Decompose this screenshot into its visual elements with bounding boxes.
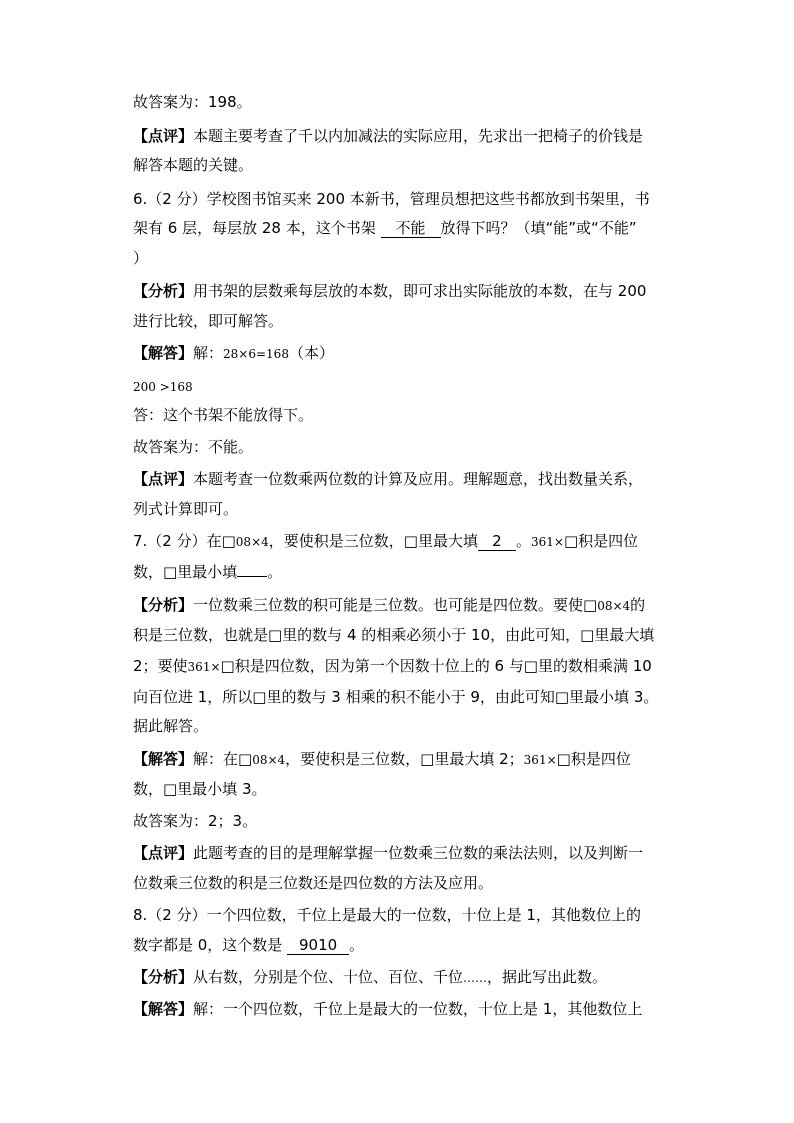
- question-7: [133, 531, 638, 552]
- math-expression: 08×4: [597, 599, 631, 613]
- comment-text: 本题主要考查了千以内加减法的实际应用，先求出一把椅子的价钱是: [193, 127, 644, 145]
- analysis-text: 积是三位数，也就是□里的数与 4 的相乘必须小于 10，由此可知，□里最大填: [133, 626, 655, 644]
- analysis-tag: 【分析】: [133, 596, 194, 614]
- comment-tag: 【点评】: [133, 844, 194, 862]
- question-text: 放得下吗？（填“能”或“不能”: [440, 219, 637, 237]
- solution-tag: 【解答】: [133, 1000, 194, 1018]
- question-text: 6.（2 分）学校图书馆买来 200 本新书，管理员想把这些书都放到书架里，书: [133, 190, 650, 208]
- solution-text: 解：一个四位数，千位上是最大的一位数，十位上是 1，其他数位上: [193, 1000, 643, 1018]
- question-text: 数字都是 0，这个数是: [133, 936, 283, 954]
- math-expression: 361×: [523, 753, 557, 767]
- analysis-tag: 【分析】: [133, 282, 194, 300]
- text-line: [133, 499, 238, 519]
- text-line: [133, 967, 607, 988]
- text-line: [133, 281, 646, 301]
- solution-text: ，要使积是三位数，□里最大填 2；: [285, 750, 524, 768]
- text-line: [133, 437, 253, 457]
- comment-text: 解答本题的关键。: [133, 156, 254, 174]
- question-text: 。: [267, 563, 283, 581]
- answer-line: 故答案为：不能。: [133, 438, 254, 456]
- question-text: 数，□里最小填: [133, 563, 238, 581]
- analysis-text: 据此解答。: [133, 717, 209, 735]
- text-line: [133, 811, 257, 831]
- ellipsis: ……: [463, 971, 488, 985]
- question-text: ）: [133, 249, 149, 267]
- question-6: [133, 189, 650, 209]
- analysis-text: 用书架的层数乘每层放的本数，即可求出实际能放的本数，在与 200: [193, 282, 647, 300]
- text-line: [133, 656, 652, 677]
- text-line: [133, 92, 252, 112]
- solution-text: 解：: [193, 344, 224, 362]
- text-line: [133, 999, 642, 1019]
- comment-text: 位数乘三位数的积是三位数还是四位数的方法及应用。: [133, 874, 494, 892]
- math-expression: 08×4: [252, 753, 286, 767]
- analysis-text: 进行比较，即可解答。: [133, 312, 284, 330]
- text-line: [133, 687, 658, 707]
- solution-tag: 【解答】: [133, 750, 194, 768]
- text-line: [133, 749, 631, 770]
- text-line: [133, 935, 364, 955]
- solution-text: （本）: [288, 344, 334, 362]
- math-expression: 200 >168: [133, 380, 193, 394]
- text-line: [133, 218, 637, 238]
- analysis-text: 的: [630, 596, 646, 614]
- text-line: [133, 126, 643, 146]
- text-line: [133, 343, 334, 364]
- math-expression: 08×4: [235, 535, 269, 549]
- text-line: [133, 716, 208, 736]
- analysis-text: 向百位进 1，所以□里的数与 3 相乘的积不能小于 9，由此可知□里最小填 3。: [133, 688, 659, 706]
- solution-text: 答：这个书架不能放得下。: [133, 406, 314, 424]
- text-line: [133, 873, 493, 893]
- text-line: [133, 843, 643, 863]
- text-line: [133, 562, 282, 582]
- math-expression: 361×: [530, 535, 564, 549]
- question-text: □积是四位: [563, 532, 639, 550]
- text-line: [133, 595, 645, 616]
- analysis-text: 2；要使: [133, 657, 188, 675]
- answer-blank: 9010: [287, 937, 349, 955]
- question-text: 7.（2 分）在□: [133, 532, 236, 550]
- question-8: [133, 905, 641, 925]
- analysis-tag: 【分析】: [133, 968, 194, 986]
- comment-text: 此题考查的目的是理解掌握一位数乘三位数的乘法法则，以及判断一: [193, 844, 644, 862]
- solution-text: □积是四位: [556, 750, 631, 768]
- answer-blank: [237, 576, 267, 577]
- text-line: [133, 311, 283, 331]
- comment-text: 本题考查一位数乘两位数的计算及应用。理解题意，找出数量关系，: [193, 470, 644, 488]
- answer-line: 故答案为：198。: [133, 93, 252, 111]
- question-text: 。: [515, 532, 531, 550]
- analysis-text: 从右数，分别是个位、十位、百位、千位: [193, 968, 464, 986]
- text-line: [133, 155, 253, 175]
- answer-blank: 2: [478, 533, 516, 551]
- text-line: [133, 779, 267, 799]
- text-line: [133, 248, 148, 268]
- comment-tag: 【点评】: [133, 127, 194, 145]
- question-text: 。: [349, 936, 365, 954]
- comment-tag: 【点评】: [133, 470, 194, 488]
- question-text: 8.（2 分）一个四位数，千位上是最大的一位数，十位上是 1，其他数位上的: [133, 906, 641, 924]
- text-line: [133, 376, 193, 397]
- analysis-text: □积是四位数，因为第一个因数十位上的 6 与□里的数相乘满 10: [220, 657, 652, 675]
- analysis-text: ，据此写出此数。: [487, 968, 608, 986]
- question-text: 架有 6 层，每层放 28 本，这个书架: [133, 219, 376, 237]
- answer-line: 故答案为：2；3。: [133, 812, 258, 830]
- solution-text: 数，□里最小填 3。: [133, 780, 267, 798]
- math-expression: 28×6=168: [223, 347, 289, 361]
- question-text: ，要使积是三位数，□里最大填: [268, 532, 478, 550]
- analysis-text: 一位数乘三位数的积可能是三位数。也可能是四位数。要使□: [193, 596, 598, 614]
- text-line: [133, 625, 654, 645]
- math-expression: 361×: [187, 660, 221, 674]
- text-line: [133, 469, 643, 489]
- solution-tag: 【解答】: [133, 344, 194, 362]
- comment-text: 列式计算即可。: [133, 500, 239, 518]
- answer-blank: 不能: [381, 220, 441, 238]
- solution-text: 解：在□: [193, 750, 253, 768]
- text-line: [133, 405, 313, 425]
